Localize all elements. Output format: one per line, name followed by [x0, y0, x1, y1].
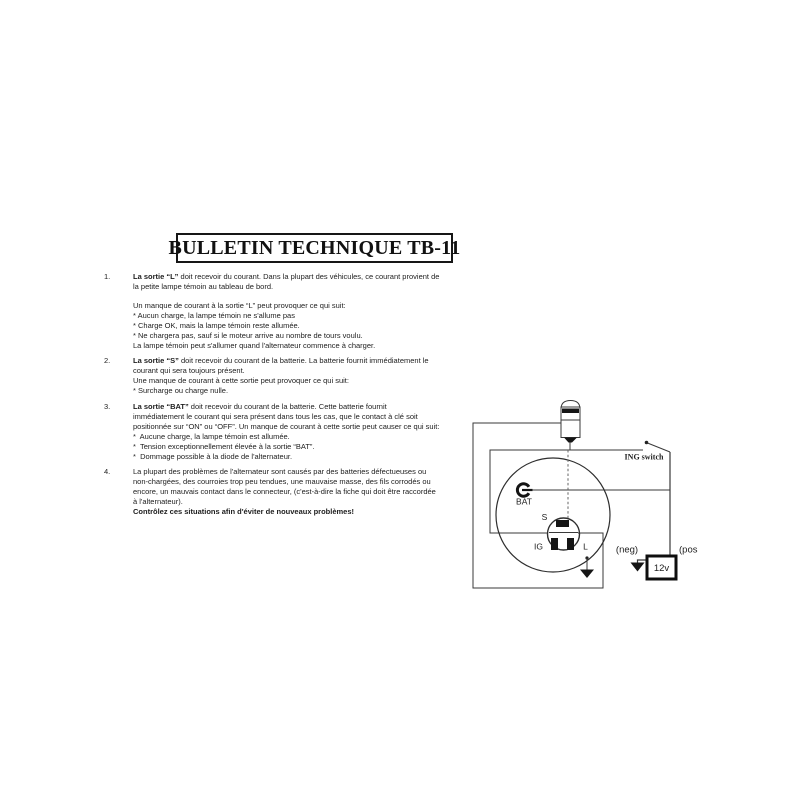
- ground-icon: [580, 556, 594, 578]
- wiring-diagram: [460, 395, 800, 600]
- text-line: La sortie “S” doit recevoir du courant de la batterie. La batterie fournit immédiatement le: [133, 356, 429, 365]
- ig-pin: [551, 538, 558, 550]
- battery-12v: [647, 556, 676, 579]
- text-line: La sortie “L” doit recevoir du courant. Dans la plupart des véhicules, ce courant provient de: [133, 272, 440, 281]
- pos-label: (pos: [679, 544, 698, 556]
- item-number: 3.: [104, 402, 111, 411]
- text-line: la petite lampe témoin au tableau de bord.: [133, 282, 274, 291]
- battery-neg-ground-icon: [631, 560, 648, 572]
- battery-voltage-label: 12v: [653, 563, 670, 574]
- list-item-4: [104, 467, 504, 517]
- connector-plug-icon: [548, 518, 580, 550]
- item-number: 1.: [104, 272, 111, 281]
- text-line: courant qui sera toujours présent.: [133, 366, 245, 375]
- text-line: La plupart des problèmes de l'alternateur sont causés par des batteries défectueuses ou: [133, 467, 427, 476]
- paragraph: [133, 272, 504, 292]
- text-line: Une manque de courant à cette sortie peut provoquer ce qui suit:: [133, 376, 349, 385]
- s-pin: [556, 520, 569, 527]
- text-line: * Aucune charge, la lampe témoin est allumée.: [133, 432, 290, 441]
- item-number: 2.: [104, 356, 111, 365]
- text-line: encore, un mauvais contact dans le connecteur, (c'est-à-dire la fiche qui doit être raccordée: [133, 487, 436, 496]
- s-label: S: [541, 512, 548, 522]
- paragraph: [133, 301, 504, 351]
- item-number: 4.: [104, 467, 111, 476]
- bat-terminal-icon: [517, 484, 532, 496]
- l-pin: [567, 538, 574, 550]
- paragraph: [133, 467, 504, 517]
- ing-switch-label: ING switch: [624, 452, 664, 462]
- text-line: Un manque de courant à la sortie “L” peut provoquer ce qui suit:: [133, 301, 346, 310]
- ignition-switch-icon: [645, 441, 670, 452]
- bat-label: BAT: [516, 496, 532, 507]
- text-line: * Surcharge ou charge nulle.: [133, 386, 229, 395]
- paragraph: [133, 356, 504, 396]
- text-line: non-chargées, des courroies trop peu tendues, une mauvaise masse, des fils corrodés ou: [133, 477, 431, 486]
- neg-label: (neg): [615, 544, 639, 556]
- text-line: * Charge OK, mais la lampe témoin reste allumée.: [133, 321, 300, 330]
- text-line: Contrôlez ces situations afin d'éviter de nouveaux problèmes!: [133, 507, 355, 516]
- text-line: La sortie “BAT” doit recevoir du courant de la batterie. Cette batterie fournit: [133, 402, 387, 411]
- text-line: positionnée sur “ON” ou “OFF”. Un manque de courant à cette sortie peut causer ce qui suit:: [133, 422, 440, 431]
- list-item-1: [104, 272, 504, 351]
- l-label: L: [583, 541, 588, 552]
- paragraph: [133, 402, 504, 462]
- list-item-2: [104, 356, 504, 396]
- text-line: La lampe témoin peut s'allumer quand l'alternateur commence à charger.: [133, 341, 376, 350]
- alternator-circle: [496, 458, 610, 572]
- indicator-lamp-icon: [561, 401, 580, 451]
- document-title: BULLETIN TECHNIQUE TB-11: [168, 236, 461, 259]
- list-item-3: [104, 402, 504, 462]
- text-line: * Aucun charge, la lampe témoin ne s'allume pas: [133, 311, 295, 320]
- ig-label: IG: [534, 541, 543, 552]
- text-line: * Ne chargera pas, sauf si le moteur arrive au nombre de tours voulu.: [133, 331, 363, 340]
- text-line: immédiatement le courant qui sera présent dans tous les cas, que le contact à clé soit: [133, 412, 418, 421]
- title-box: [168, 233, 461, 263]
- text-line: * Dommage possible à la diode de l'alternateur.: [133, 452, 293, 461]
- text-line: à l'alternateur).: [133, 497, 183, 506]
- text-line: * Tension exceptionnellement élevée à la sortie “BAT”.: [133, 442, 315, 451]
